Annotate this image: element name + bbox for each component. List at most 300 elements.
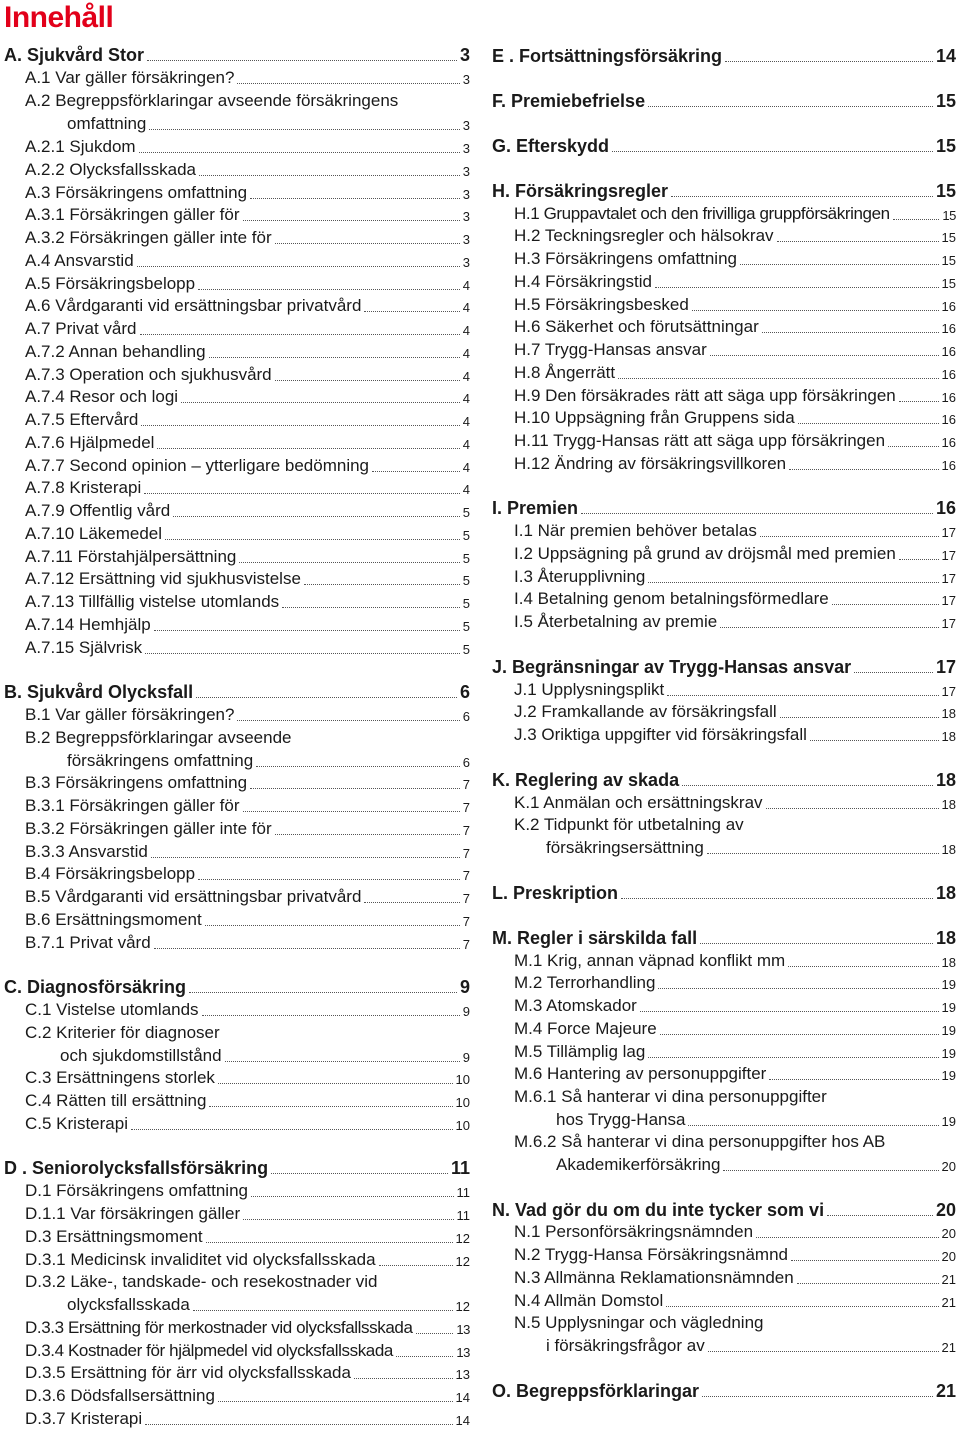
toc-entry-title: I.5 Återbetalning av premie (514, 612, 718, 631)
dot-leader (723, 1170, 938, 1171)
toc-entry (4, 387, 470, 407)
toc-entry-title: I.4 Betalning genom betalningsförmedlare (514, 589, 829, 608)
dot-leader (199, 175, 460, 176)
toc-page-number: 18 (935, 928, 956, 948)
toc-entry-title: A.7.13 Tillfällig vistelse utomlands (25, 592, 280, 611)
toc-entry (4, 842, 470, 862)
toc-entry (492, 363, 956, 383)
toc-page-number: 7 (462, 914, 470, 929)
toc-entry (4, 592, 470, 612)
toc-entry-title: E . Fortsättningsförsäkring (492, 46, 723, 66)
toc-entry (492, 1042, 956, 1062)
toc-entry (492, 838, 956, 858)
dot-leader (139, 152, 460, 153)
toc-entry (492, 567, 956, 587)
toc-page-number: 7 (462, 868, 470, 883)
toc-page-number: 7 (462, 777, 470, 792)
toc-entry-title: C.2 Kriterier för diagnoser (25, 1023, 220, 1042)
dot-leader (612, 151, 933, 152)
dot-leader (256, 766, 460, 767)
dot-leader (648, 106, 933, 107)
toc-entry (492, 1336, 956, 1356)
toc-page-number: 5 (462, 619, 470, 634)
toc-page-number: 3 (462, 141, 470, 156)
toc-entry-title: D.3.5 Ersättning för ärr vid olycksfallsskada (25, 1363, 351, 1382)
toc-page-number: 7 (462, 823, 470, 838)
toc-entry-title: H.9 Den försäkrades rätt att säga upp försäkringen (514, 386, 896, 405)
dot-leader (692, 310, 939, 311)
dot-leader (237, 720, 459, 721)
dot-leader (149, 129, 459, 130)
toc-entry (4, 1046, 470, 1066)
toc-entry (4, 296, 470, 316)
toc-entry (492, 431, 956, 451)
toc-entry-title: A.3.2 Försäkringen gäller inte för (25, 228, 272, 247)
toc-entry (492, 1245, 956, 1265)
toc-entry-title: N.5 Upplysningar och vägledning (514, 1313, 764, 1332)
toc-entry-title: B.7.1 Privat vård (25, 933, 151, 952)
dot-leader (206, 1242, 453, 1243)
toc-page-number: 10 (455, 1095, 470, 1110)
dot-leader (354, 1378, 453, 1379)
toc-page-number: 9 (462, 1004, 470, 1019)
toc-section-heading (492, 770, 956, 790)
toc-entry (4, 728, 470, 748)
toc-page-number: 7 (462, 937, 470, 952)
toc-page-number: 4 (462, 278, 470, 293)
toc-page-number: 20 (941, 1249, 956, 1264)
dot-leader (218, 1083, 453, 1084)
toc-entry (492, 702, 956, 722)
toc-entry-title: B.3.2 Försäkringen gäller inte för (25, 819, 272, 838)
toc-entry-title: H.8 Ångerrätt (514, 363, 616, 382)
dot-leader (416, 1333, 454, 1334)
toc-entry-title: N.3 Allmänna Reklamationsnämnden (514, 1268, 794, 1287)
toc-entry (4, 501, 470, 521)
dot-leader (173, 516, 460, 517)
toc-entry-title: B.4 Försäkringsbelopp (25, 864, 196, 883)
toc-page-number: 3 (462, 232, 470, 247)
toc-entry (4, 864, 470, 884)
toc-entry-title: H.12 Ändring av försäkringsvillkoren (514, 454, 787, 473)
toc-entry (492, 1268, 956, 1288)
toc-entry (4, 410, 470, 430)
toc-page-number: 16 (941, 390, 956, 405)
dot-leader (648, 1057, 938, 1058)
dot-leader (198, 289, 460, 290)
toc-page-number: 5 (462, 573, 470, 588)
toc-entry (492, 272, 956, 292)
dot-leader (710, 355, 939, 356)
toc-entry (492, 815, 956, 835)
toc-entry-title: A.2.1 Sjukdom (25, 137, 136, 156)
toc-page-number: 16 (941, 412, 956, 427)
toc-entry-title: C.1 Vistelse utomlands (25, 1000, 199, 1019)
dot-leader (140, 334, 460, 335)
toc-entry-title: hos Trygg-Hansa (556, 1110, 686, 1129)
toc-entry (492, 1155, 956, 1175)
toc-entry-title: I.2 Uppsägning på grund av dröjsmål med premien (514, 544, 896, 563)
toc-entry (4, 910, 470, 930)
toc-entry-title: H.2 Teckningsregler och hälsokrav (514, 226, 774, 245)
toc-entry (4, 160, 470, 180)
dot-leader (275, 243, 460, 244)
toc-entry-title: H.3 Försäkringens omfattning (514, 249, 737, 268)
toc-entry (492, 725, 956, 745)
dot-leader (810, 740, 939, 741)
toc-entry (4, 456, 470, 476)
dot-leader (243, 220, 460, 221)
dot-leader (209, 1106, 452, 1107)
dot-leader (707, 853, 939, 854)
toc-entry (4, 773, 470, 793)
toc-entry-title: C.3 Ersättningens storlek (25, 1068, 215, 1087)
toc-page-number: 13 (455, 1367, 470, 1382)
dot-leader (581, 513, 933, 514)
toc-entry-title: A.7.5 Eftervård (25, 410, 139, 429)
dot-leader (688, 1125, 938, 1126)
dot-leader (379, 1265, 453, 1266)
toc-entry (4, 68, 470, 88)
toc-page-number: 19 (941, 1068, 956, 1083)
toc-page-number: 16 (941, 458, 956, 473)
dot-leader (145, 653, 460, 654)
toc-entry (4, 478, 470, 498)
toc-entry-title: A.7.9 Offentlig vård (25, 501, 171, 520)
dot-leader (769, 1079, 938, 1080)
page-title: Innehåll (4, 1, 114, 34)
dot-leader (899, 559, 939, 560)
toc-entry-title: A.7.11 Förstahjälpersättning (25, 547, 237, 566)
dot-leader (725, 61, 933, 62)
toc-entry-title: I. Premien (492, 498, 579, 518)
toc-entry (4, 1295, 470, 1315)
toc-section-heading (4, 1158, 470, 1178)
toc-entry-title: I.1 När premien behöver betalas (514, 521, 757, 540)
dot-leader (225, 1061, 460, 1062)
toc-page-number: 16 (941, 299, 956, 314)
dot-leader (720, 627, 938, 628)
toc-entry-title: i försäkringsfrågor av (546, 1336, 705, 1355)
toc-entry (4, 1091, 470, 1111)
toc-entry-title: A.7.2 Annan behandling (25, 342, 206, 361)
dot-leader (198, 879, 460, 880)
dot-leader (762, 332, 939, 333)
toc-entry-title: A.7.10 Läkemedel (25, 524, 163, 543)
dot-leader (151, 857, 460, 858)
toc-entry-title: M.6.1 Så hanterar vi dina personuppgifter (514, 1087, 827, 1106)
toc-page-number: 11 (456, 1185, 470, 1200)
toc-entry-title: D.3 Ersättningsmoment (25, 1227, 203, 1246)
dot-leader (671, 196, 933, 197)
dot-leader (181, 402, 460, 403)
toc-entry-title: A.6 Vårdgaranti vid ersättningsbar privatvård (25, 296, 362, 315)
toc-page-number: 12 (455, 1299, 470, 1314)
toc-entry (4, 1250, 470, 1270)
toc-section-heading (492, 657, 956, 677)
toc-entry-title: A.7 Privat vård (25, 319, 137, 338)
toc-entry-title: B.6 Ersättningsmoment (25, 910, 202, 929)
toc-entry (4, 615, 470, 635)
toc-entry-title: M.3 Atomskador (514, 996, 637, 1015)
toc-entry-title: A.7.12 Ersättning vid sjukhusvistelse (25, 569, 301, 588)
toc-entry-title: D . Seniorolycksfallsförsäkring (4, 1158, 269, 1178)
toc-page-number: 11 (456, 1208, 470, 1223)
toc-entry (492, 521, 956, 541)
toc-entry-title: N. Vad gör du om du inte tycker som vi (492, 1200, 825, 1220)
toc-entry-title: försäkringsersättning (546, 838, 704, 857)
toc-entry (4, 569, 470, 589)
toc-page-number: 10 (455, 1118, 470, 1133)
dot-leader (237, 83, 459, 84)
toc-entry (492, 951, 956, 971)
toc-entry (4, 183, 470, 203)
toc-entry-title: D.1 Försäkringens omfattning (25, 1181, 248, 1200)
toc-entry (4, 274, 470, 294)
toc-page-number: 15 (935, 91, 956, 111)
toc-page-number: 15 (935, 136, 956, 156)
dot-leader (777, 241, 939, 242)
toc-page-number: 21 (935, 1381, 956, 1401)
toc-page-number: 3 (462, 187, 470, 202)
toc-entry (492, 454, 956, 474)
dot-leader (239, 562, 459, 563)
dot-leader (658, 988, 938, 989)
toc-entry (4, 1000, 470, 1020)
toc-entry (492, 1222, 956, 1242)
toc-entry (492, 1132, 956, 1152)
toc-entry-title: A.7.6 Hjälpmedel (25, 433, 155, 452)
toc-page-number: 7 (462, 891, 470, 906)
dot-leader (141, 425, 459, 426)
toc-entry-title: C. Diagnosförsäkring (4, 977, 187, 997)
toc-page-number: 12 (455, 1254, 470, 1269)
toc-entry-title: B.3.1 Försäkringen gäller för (25, 796, 240, 815)
toc-entry-title: B.3 Försäkringens omfattning (25, 773, 248, 792)
toc-page-number: 6 (462, 755, 470, 770)
toc-entry (4, 705, 470, 725)
toc-entry-title: H. Försäkringsregler (492, 181, 669, 201)
dot-leader (157, 448, 459, 449)
toc-entry (492, 544, 956, 564)
toc-entry-title: D.3.1 Medicinsk invaliditet vid olycksfallsskada (25, 1250, 376, 1269)
dot-leader (137, 266, 460, 267)
toc-section-heading (4, 45, 470, 65)
toc-page-number: 18 (941, 797, 956, 812)
toc-page-number: 19 (941, 1023, 956, 1038)
dot-leader (202, 1015, 460, 1016)
toc-entry-title: A.7.15 Självrisk (25, 638, 143, 657)
toc-entry-title: D.3.2 Läke-, tandskade- och resekostnader vid (25, 1272, 378, 1291)
dot-leader (165, 539, 460, 540)
toc-page-number: 17 (941, 593, 956, 608)
dot-leader (660, 1034, 939, 1035)
toc-page-number: 14 (455, 1413, 470, 1428)
toc-entry (492, 1064, 956, 1084)
toc-entry-title: försäkringens omfattning (67, 751, 254, 770)
toc-section-heading (492, 46, 956, 66)
toc-entry-title: A.7.4 Resor och logi (25, 387, 179, 406)
toc-page-number: 16 (941, 344, 956, 359)
dot-leader (189, 992, 457, 993)
toc-page-number: 20 (935, 1200, 956, 1220)
toc-entry (492, 1019, 956, 1039)
dot-leader (640, 1011, 939, 1012)
toc-page-number: 3 (462, 118, 470, 133)
toc-entry (492, 793, 956, 813)
dot-leader (364, 902, 459, 903)
dot-leader (250, 198, 460, 199)
toc-page-number: 7 (462, 800, 470, 815)
dot-leader (899, 401, 939, 402)
toc-page-number: 5 (462, 528, 470, 543)
dot-leader (621, 898, 933, 899)
toc-entry-title: D.1.1 Var försäkringen gäller (25, 1204, 241, 1223)
toc-entry-title: B.3.3 Ansvarstid (25, 842, 148, 861)
toc-page-number: 14 (455, 1390, 470, 1405)
toc-entry-title: C.4 Rätten till ersättning (25, 1091, 207, 1110)
toc-entry (4, 433, 470, 453)
toc-entry-title: D.3.7 Kristerapi (25, 1409, 143, 1428)
dot-leader (702, 1396, 933, 1397)
toc-page-number: 5 (462, 596, 470, 611)
dot-leader (282, 607, 460, 608)
toc-entry (4, 524, 470, 544)
dot-leader (154, 630, 460, 631)
dot-leader (218, 1401, 453, 1402)
toc-page-number: 3 (462, 72, 470, 87)
toc-page-number: 5 (462, 551, 470, 566)
toc-entry-title: H.5 Försäkringsbesked (514, 295, 689, 314)
toc-page-number: 19 (941, 977, 956, 992)
toc-page-number: 4 (462, 482, 470, 497)
toc-page-number: 17 (941, 616, 956, 631)
toc-entry-title: A.7.3 Operation och sjukhusvård (25, 365, 272, 384)
toc-section-heading (492, 1200, 956, 1220)
dot-leader (396, 1356, 453, 1357)
dot-leader (854, 672, 933, 673)
toc-page-number: 15 (941, 276, 956, 291)
toc-entry-title: C.5 Kristerapi (25, 1114, 128, 1133)
toc-entry-title: N.4 Allmän Domstol (514, 1291, 664, 1310)
toc-entry (492, 226, 956, 246)
toc-entry-title: H.7 Trygg-Hansas ansvar (514, 340, 707, 359)
toc-entry-title: N.1 Personförsäkringsnämnden (514, 1222, 754, 1241)
toc-entry-title: A.1 Var gäller försäkringen? (25, 68, 235, 87)
toc-page-number: 17 (941, 548, 956, 563)
dot-leader (766, 808, 939, 809)
dot-leader (827, 1215, 933, 1216)
toc-page-number: 3 (462, 209, 470, 224)
dot-leader (372, 471, 460, 472)
dot-leader (832, 604, 939, 605)
toc-entry-title: K.2 Tidpunkt för utbetalning av (514, 815, 744, 834)
toc-entry-title: H.1 Gruppavtalet och den frivilliga gruppförsäkringen (514, 204, 890, 223)
toc-page-number: 6 (459, 682, 470, 702)
dot-leader (205, 925, 460, 926)
dot-leader (648, 582, 938, 583)
toc-page-number: 9 (462, 1050, 470, 1065)
toc-entry (4, 205, 470, 225)
toc-entry (4, 114, 470, 134)
toc-entry (492, 340, 956, 360)
dot-leader (666, 1306, 938, 1307)
toc-entry-title: A.7.7 Second opinion – ytterligare bedömning (25, 456, 370, 475)
toc-page-number: 19 (941, 1114, 956, 1129)
dot-leader (304, 584, 460, 585)
toc-entry-title: H.6 Säkerhet och förutsättningar (514, 317, 759, 336)
dot-leader (756, 1237, 938, 1238)
dot-leader (193, 1310, 453, 1311)
toc-entry (4, 365, 470, 385)
toc-entry (492, 612, 956, 632)
dot-leader (780, 717, 939, 718)
dot-leader (154, 948, 460, 949)
toc-page-number: 17 (941, 571, 956, 586)
toc-page-number: 7 (462, 846, 470, 861)
toc-entry-title: L. Preskription (492, 883, 619, 903)
toc-page-number: 14 (935, 46, 956, 66)
toc-entry-title: J. Begränsningar av Trygg-Hansas ansvar (492, 657, 852, 677)
toc-section-heading (4, 977, 470, 997)
toc-section-heading (492, 928, 956, 948)
dot-leader (196, 697, 457, 698)
toc-page-number: 18 (941, 706, 956, 721)
toc-section-heading (492, 498, 956, 518)
toc-entry-title: B. Sjukvård Olycksfall (4, 682, 194, 702)
dot-leader (243, 1219, 453, 1220)
toc-entry (4, 887, 470, 907)
toc-page-number: 18 (941, 729, 956, 744)
toc-entry-title: H.10 Uppsägning från Gruppens sida (514, 408, 795, 427)
dot-leader (271, 1173, 448, 1174)
toc-entry (4, 1272, 470, 1292)
toc-entry-title: Akademikerförsäkring (556, 1155, 721, 1174)
toc-entry-title: A.3.1 Försäkringen gäller för (25, 205, 240, 224)
toc-entry-title: B.5 Vårdgaranti vid ersättningsbar privatvård (25, 887, 362, 906)
dot-leader (275, 380, 460, 381)
toc-page-number: 17 (941, 684, 956, 699)
toc-entry (4, 751, 470, 771)
dot-leader (888, 446, 938, 447)
toc-entry (492, 317, 956, 337)
dot-leader (243, 811, 460, 812)
toc-section-heading (492, 1381, 956, 1401)
toc-entry (4, 1341, 470, 1361)
toc-entry-title: M.1 Krig, annan väpnad konflikt mm (514, 951, 786, 970)
toc-entry (4, 547, 470, 567)
toc-entry-title: F. Premiebefrielse (492, 91, 646, 111)
dot-leader (760, 536, 939, 537)
dot-leader (893, 219, 940, 220)
toc-page-number: 16 (941, 435, 956, 450)
dot-leader (147, 60, 457, 61)
toc-page-number: 4 (462, 437, 470, 452)
toc-page-number: 6 (462, 709, 470, 724)
toc-entry-title: K. Reglering av skada (492, 770, 680, 790)
toc-entry-title: H.4 Försäkringstid (514, 272, 652, 291)
dot-leader (209, 357, 460, 358)
dot-leader (798, 423, 939, 424)
toc-page-number: 12 (455, 1231, 470, 1246)
toc-page-number: 21 (941, 1340, 956, 1355)
toc-page-number: 21 (941, 1295, 956, 1310)
toc-entry (4, 638, 470, 658)
toc-entry-title: omfattning (67, 114, 147, 133)
toc-entry (4, 933, 470, 953)
toc-page-number: 13 (456, 1345, 470, 1360)
dot-leader (145, 1424, 452, 1425)
